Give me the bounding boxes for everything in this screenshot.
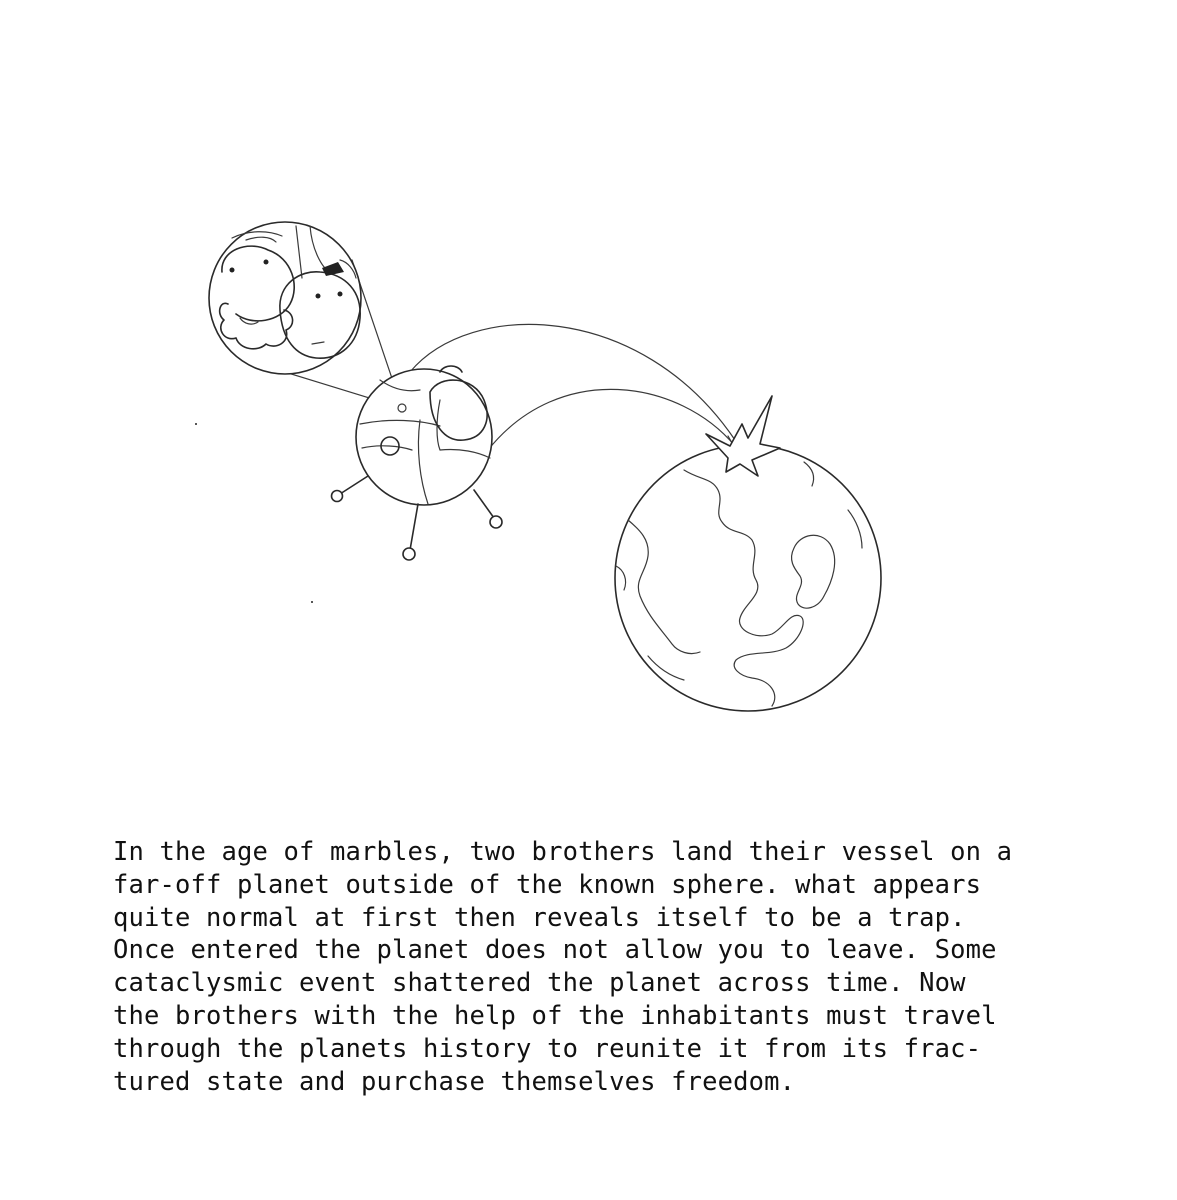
- story-line: cataclysmic event shattered the planet across time. Now: [113, 968, 966, 999]
- story-line: through the planets history to reunite it from its frac-: [113, 1033, 982, 1064]
- story-line: the brothers with the help of the inhabitants must travel: [113, 1000, 997, 1031]
- brothers-closeup-icon: [209, 222, 361, 374]
- story-line: quite normal at first then reveals itself to be a trap.: [113, 902, 966, 933]
- story-line: far-off planet outside of the known sphere. what appears: [113, 869, 982, 900]
- story-line: tured state and purchase themselves freedom.: [113, 1066, 796, 1097]
- planet-icon: [615, 445, 881, 711]
- story-line: Once entered the planet does not allow you to leave. Some: [113, 935, 997, 966]
- story-line: In the age of marbles, two brothers land their vessel on a: [113, 837, 1013, 867]
- story-text: [113, 836, 1123, 1098]
- marble-vessel-icon: [332, 366, 503, 560]
